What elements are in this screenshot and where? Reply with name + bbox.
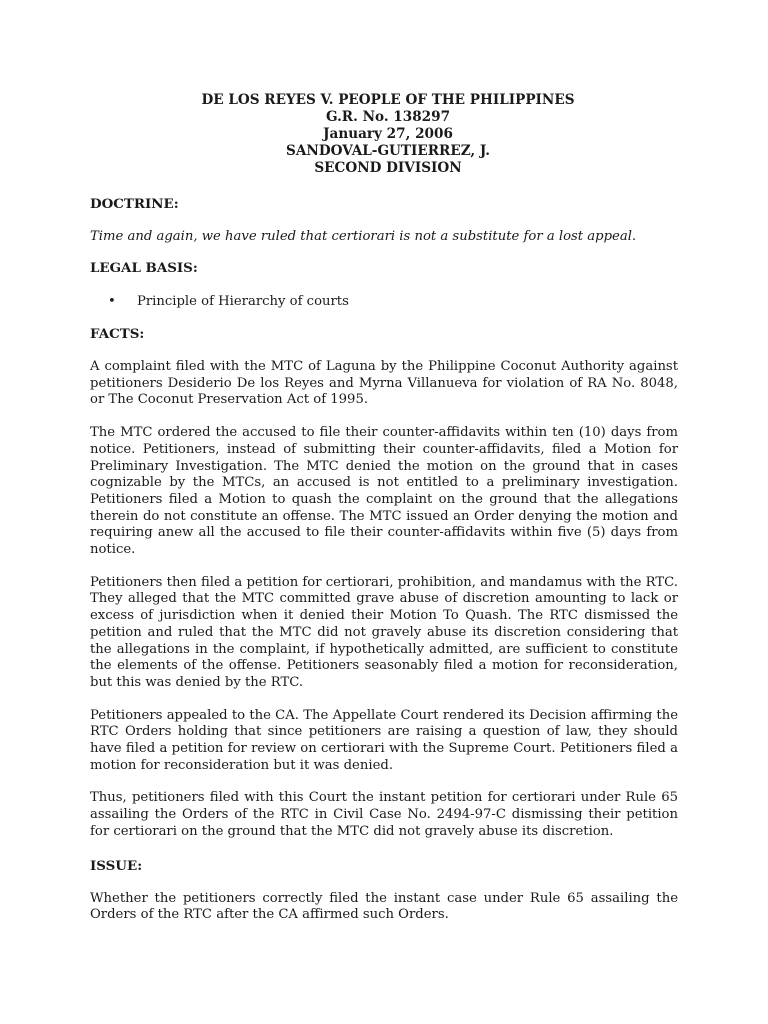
facts-paragraph: The MTC ordered the accused to file their counter-affidavits within ten (10) days from notice. Petitioners, instead of submitting their counter-affidavits, filed a Motion for Preliminary Investigation. The MTC denied the motion on the ground that in cases cognizable by the MTCs, an accused is not entitled to a preliminary investigation. Petitioners filed a Motion to quash the complaint on the ground that the allegations therein do not constitute an offense. The MTC issued an Order denying the motion and requiring anew all the accused to file their counter-affidavits within five (5) days from notice. <box>90 425 678 558</box>
ponente: SANDOVAL-GUTIERREZ, J. <box>286 143 490 159</box>
issue-heading: ISSUE: <box>90 857 143 874</box>
list-item <box>90 293 678 310</box>
division: SECOND DIVISION <box>314 160 462 176</box>
legal-basis-item: Principle of Hierarchy of courts <box>137 294 349 309</box>
case-title: DE LOS REYES V. PEOPLE OF THE PHILIPPINES <box>201 92 575 108</box>
gr-number: G.R. No. 138297 <box>325 109 451 125</box>
decision-date: January 27, 2006 <box>323 126 453 142</box>
document-page <box>90 92 678 924</box>
legal-basis-list <box>90 293 678 310</box>
facts-paragraph: Petitioners then filed a petition for certiorari, prohibition, and mandamus with the RTC. They alleged that the MTC committed grave abuse of discretion amounting to lack or excess of jurisdiction when it denied their Motion To Quash. The RTC dismissed the petition and ruled that the MTC did not gravely abuse its discretion considering that the allegations in the complaint, if hypothetically admitted, are sufficient to constitute the elements of the offense. Petitioners seasonably filed a motion for reconsideration, but this was denied by the RTC. <box>90 574 678 690</box>
facts-paragraph: Thus, petitioners filed with this Court the instant petition for certiorari under Rule 65 assailing the Orders of the RTC in Civil Case No. 2494-97-C dismissing their petition for certiorari on the ground that the MTC did not gravely abuse its discretion. <box>90 790 678 839</box>
bullet-icon: • <box>108 294 116 309</box>
facts-paragraph: A complaint filed with the MTC of Laguna by the Philippine Coconut Authority against petitioners Desiderio De los Reyes and Myrna Villanueva for violation of RA No. 8048, or The Coconut Preservation Act of 1995. <box>90 359 678 408</box>
issue-text: Whether the petitioners correctly filed the instant case under Rule 65 assailing the Orders of the RTC after the CA affirmed such Orders. <box>90 890 678 923</box>
case-header <box>98 92 678 177</box>
doctrine-text: Time and again, we have ruled that certiorari is not a substitute for a lost appeal. <box>90 229 637 244</box>
facts-heading: FACTS: <box>90 326 145 342</box>
legal-basis-heading: LEGAL BASIS: <box>90 260 198 276</box>
facts-paragraph: Petitioners appealed to the CA. The Appellate Court rendered its Decision affirming the RTC Orders holding that since petitioners are raising a question of law, they should have filed a petition for review on certiorari with the Supreme Court. Petitioners filed a motion for reconsideration but it was denied. <box>90 707 678 773</box>
doctrine-heading: DOCTRINE: <box>90 196 179 212</box>
